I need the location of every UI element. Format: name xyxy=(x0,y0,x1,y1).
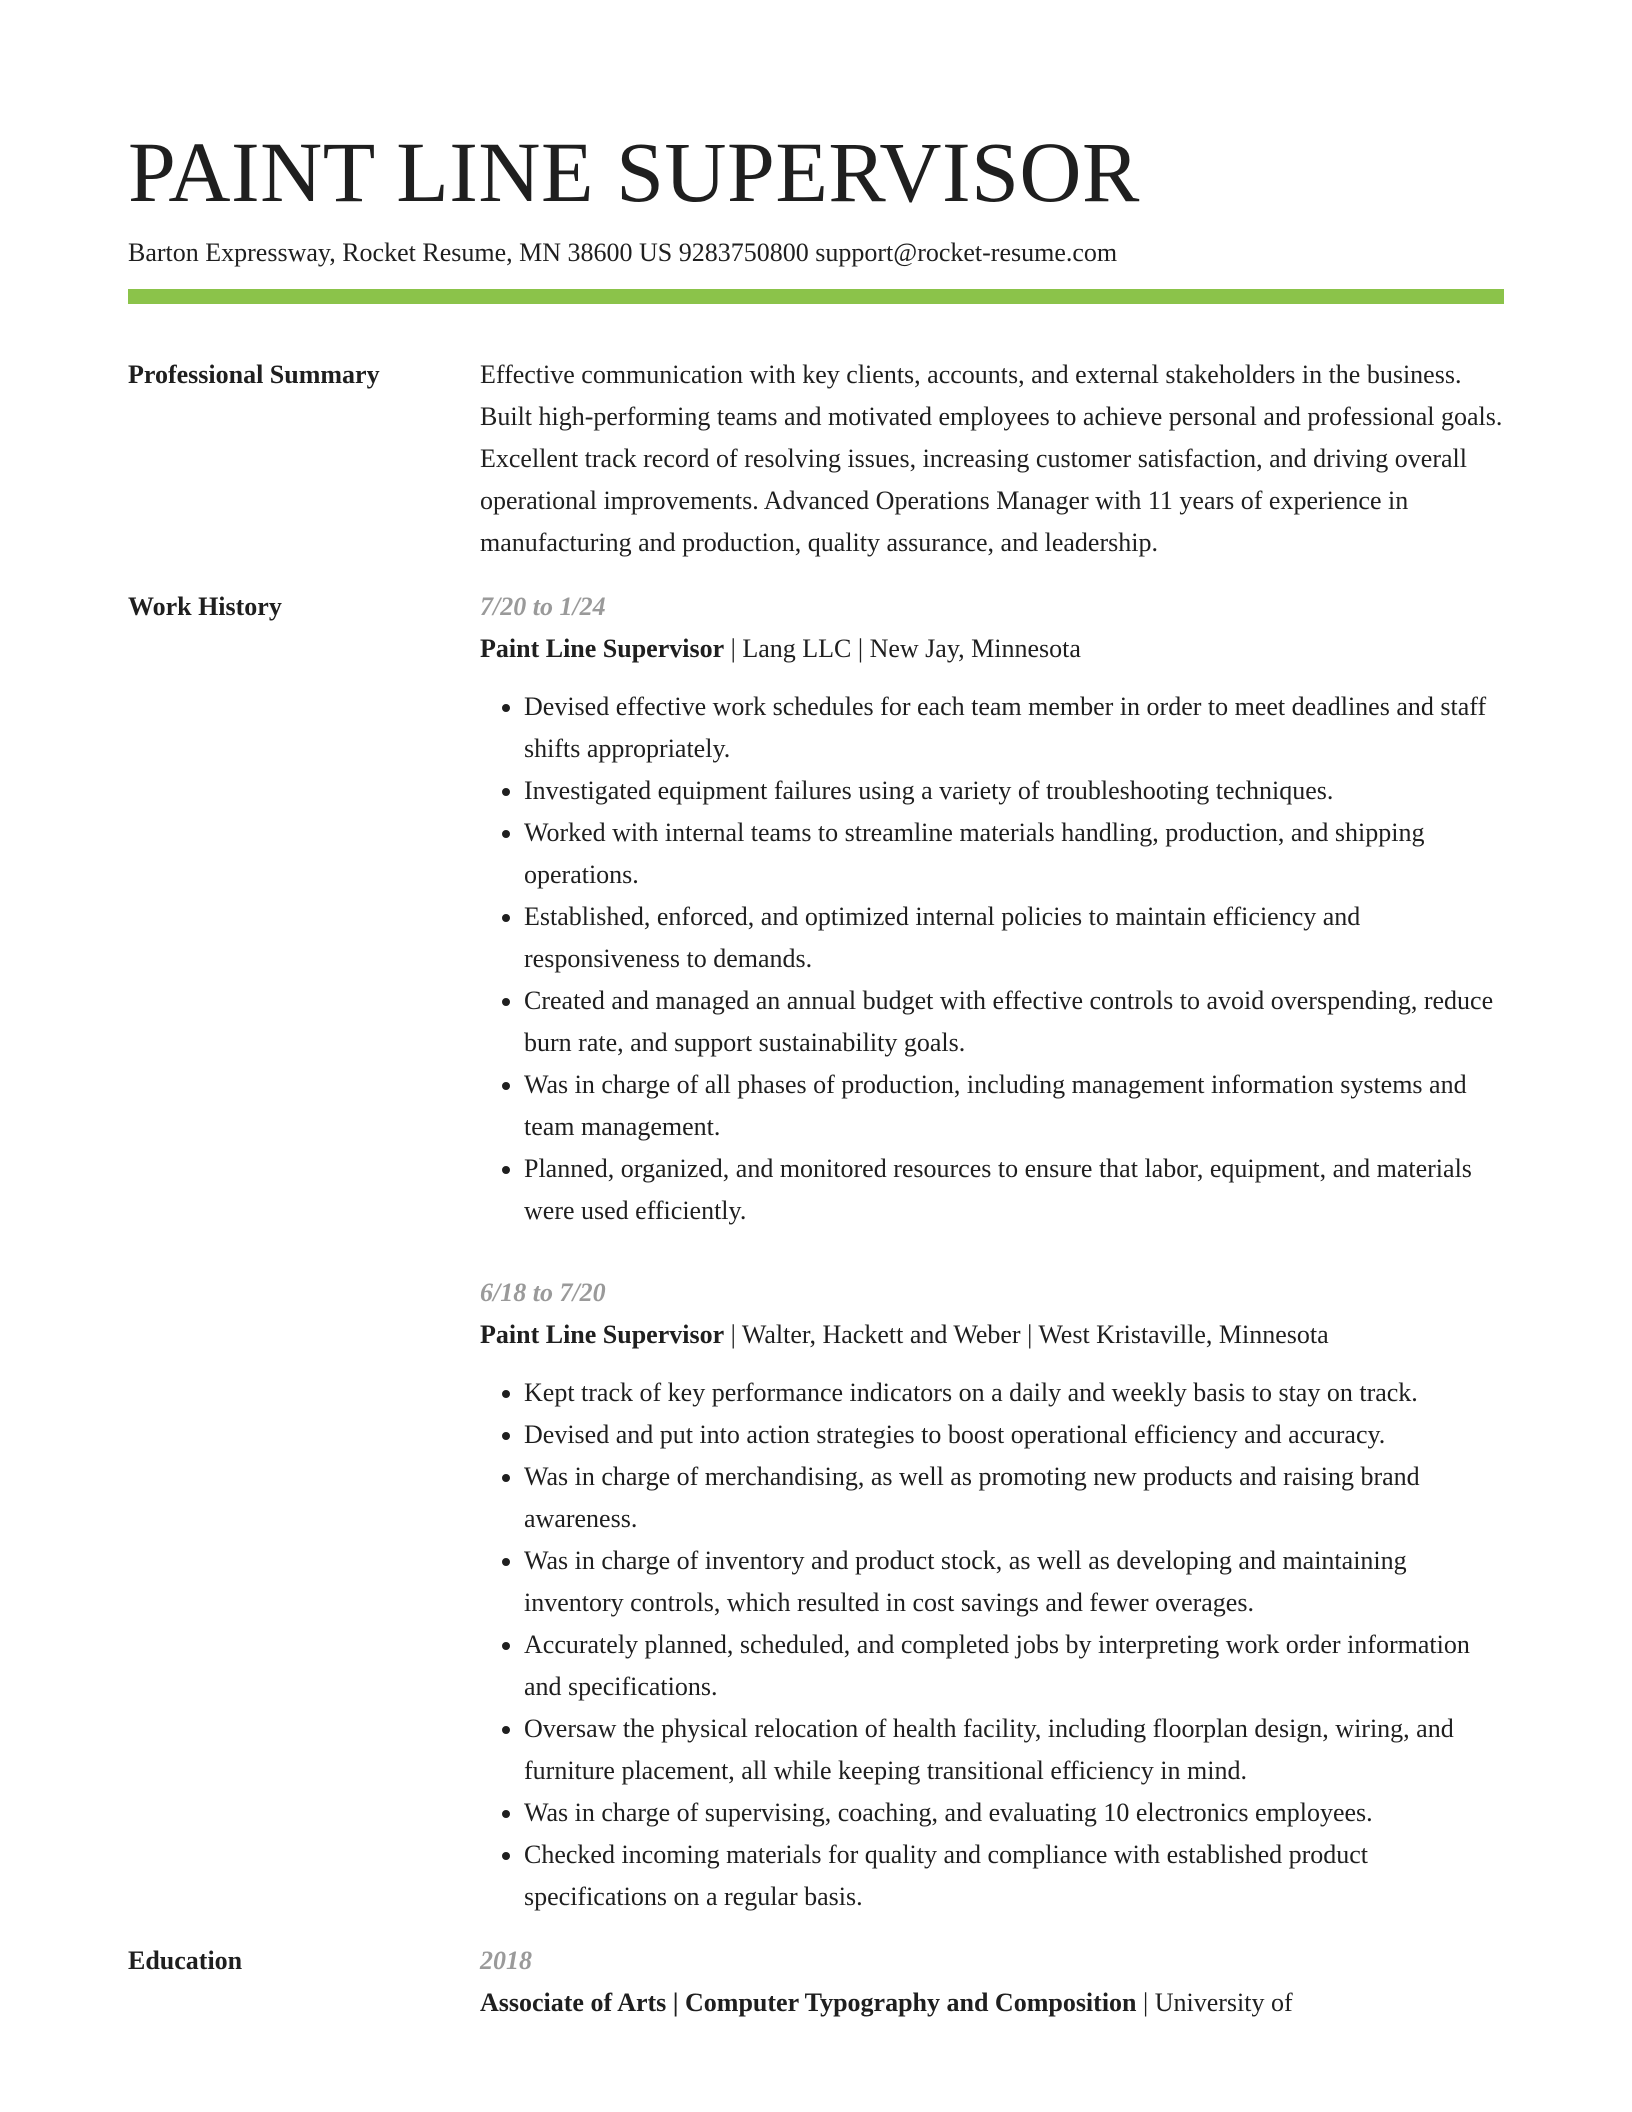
list-item: • Was in charge of merchandising, as well as promoting new products and raising brand awareness. xyxy=(524,1456,1504,1540)
education-section xyxy=(128,1940,1504,2024)
job-entry xyxy=(480,1272,1504,1918)
job-title: Paint Line Supervisor xyxy=(480,634,725,663)
job-bullets xyxy=(480,1372,1504,1918)
education-degree-line xyxy=(480,1982,1504,2024)
list-item: • Investigated equipment failures using a variety of troubleshooting techniques. xyxy=(524,770,1504,812)
job-title-line xyxy=(480,1314,1504,1356)
job-details: | Lang LLC | New Jay, Minnesota xyxy=(724,634,1081,663)
list-item: • Created and managed an annual budget with effective controls to avoid overspending, reduce burn rate, and support sustainability goals. xyxy=(524,980,1504,1064)
list-item: • Worked with internal teams to streamline materials handling, production, and shipping operations. xyxy=(524,812,1504,896)
list-item: • Checked incoming materials for quality and compliance with established product specifications on a regular basis. xyxy=(524,1834,1504,1918)
resume-page xyxy=(128,118,1504,2024)
job-title-line xyxy=(480,628,1504,670)
work-history-body xyxy=(480,586,1504,1918)
job-entry xyxy=(480,586,1504,1232)
accent-divider xyxy=(128,289,1504,304)
work-history-section xyxy=(128,586,1504,1918)
job-dates: 7/20 to 1/24 xyxy=(480,592,606,621)
education-body xyxy=(480,1940,1504,2024)
education-details: | University of xyxy=(1136,1988,1293,2017)
list-item: • Kept track of key performance indicators on a daily and weekly basis to stay on track. xyxy=(524,1372,1504,1414)
list-item: • Devised and put into action strategies to boost operational efficiency and accuracy. xyxy=(524,1414,1504,1456)
candidate-name: PAINT LINE SUPERVISOR xyxy=(128,124,1140,220)
education-dates: 2018 xyxy=(480,1946,532,1975)
work-history-label: Work History xyxy=(128,592,282,621)
list-item: • Accurately planned, scheduled, and completed jobs by interpreting work order information and specifications. xyxy=(524,1624,1504,1708)
job-details: | Walter, Hackett and Weber | West Kristaville, Minnesota xyxy=(724,1320,1329,1349)
list-item: • Was in charge of all phases of production, including management information systems and team management. xyxy=(524,1064,1504,1148)
list-item: • Was in charge of supervising, coaching, and evaluating 10 electronics employees. xyxy=(524,1792,1504,1834)
summary-section xyxy=(128,354,1504,564)
list-item: • Was in charge of inventory and product stock, as well as developing and maintaining inventory controls, which resulted in cost savings and fewer overages. xyxy=(524,1540,1504,1624)
list-item: • Oversaw the physical relocation of health facility, including floorplan design, wiring, and furniture placement, all while keeping transitional efficiency in mind. xyxy=(524,1708,1504,1792)
list-item: • Established, enforced, and optimized internal policies to maintain efficiency and responsiveness to demands. xyxy=(524,896,1504,980)
summary-label: Professional Summary xyxy=(128,360,380,389)
education-label: Education xyxy=(128,1946,243,1975)
education-degree: Associate of Arts | Computer Typography and Composition xyxy=(480,1988,1137,2017)
job-title: Paint Line Supervisor xyxy=(480,1320,725,1349)
summary-text: Effective communication with key clients, accounts, and external stakeholders in the business. Built high-performing teams and motivated employees to achieve personal and professional goals. Excellent track record of resolving issues, increasing customer satisfaction, and driving overall operational improvements. Advanced Operations Manager with 11 years of experience in manufacturing and production, quality assurance, and leadership. xyxy=(480,360,1503,557)
list-item: • Devised effective work schedules for each team member in order to meet deadlines and staff shifts appropriately. xyxy=(524,686,1504,770)
job-dates: 6/18 to 7/20 xyxy=(480,1278,606,1307)
contact-line: Barton Expressway, Rocket Resume, MN 38600 US 9283750800 support@rocket-resume.com xyxy=(128,238,1118,267)
list-item: • Planned, organized, and monitored resources to ensure that labor, equipment, and materials were used efficiently. xyxy=(524,1148,1504,1232)
job-bullets xyxy=(480,686,1504,1232)
